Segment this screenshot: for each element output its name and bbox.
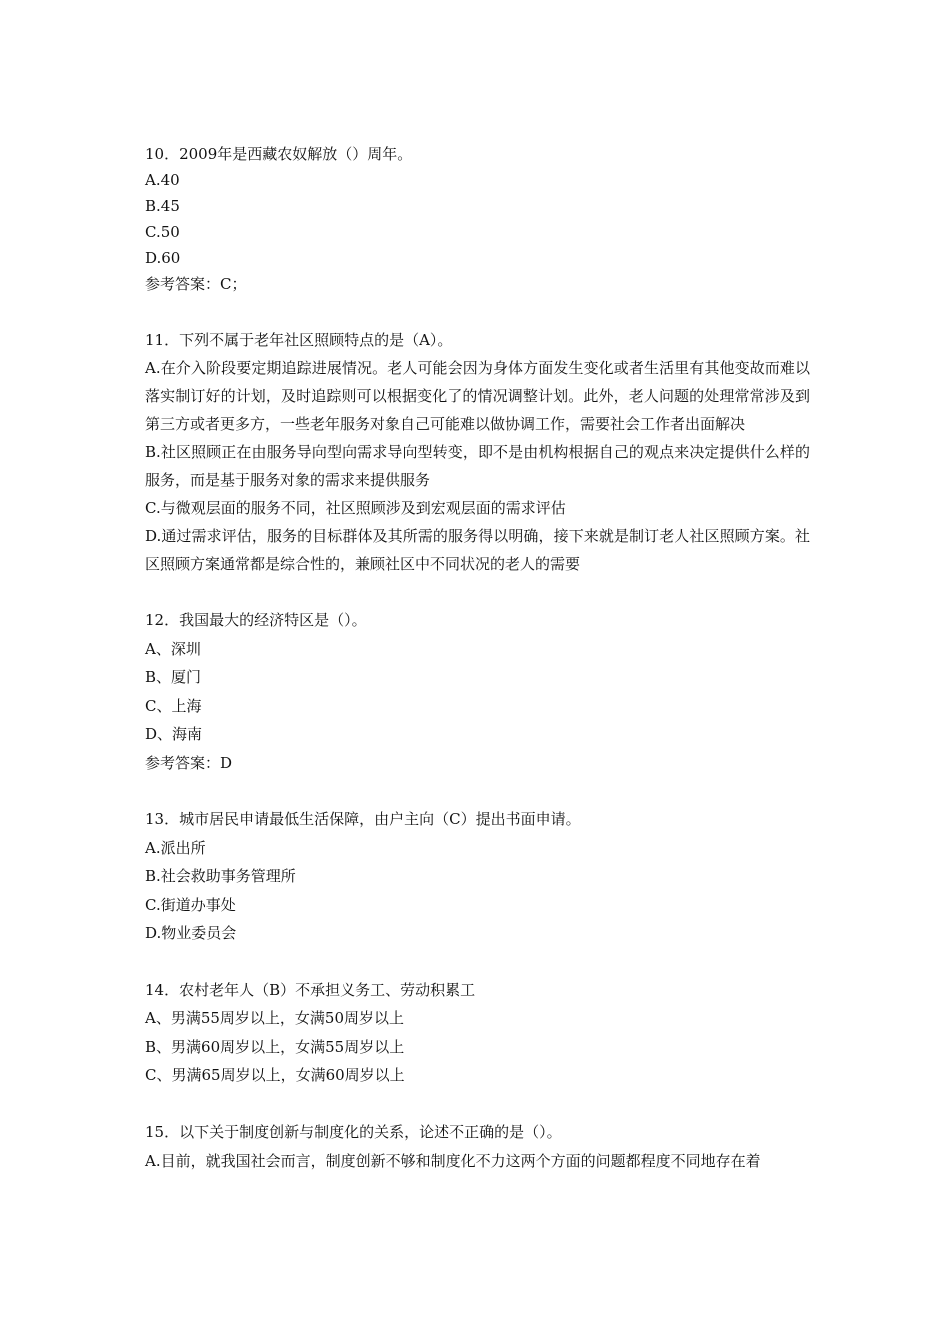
option-c: C、男满65周岁以上，女满60周岁以上 (145, 1066, 405, 1084)
question-stem: 13．城市居民申请最低生活保障，由户主向（C）提出书面申请。 (145, 810, 581, 828)
question-stem: 15．以下关于制度创新与制度化的关系，论述不正确的是（）。 (145, 1122, 562, 1141)
question-stem: 12．我国最大的经济特区是（）。 (145, 611, 367, 629)
question-stem: 14．农村老年人（B）不承担义务工、劳动积累工 (145, 980, 476, 999)
question-stem: 10．2009年是西藏农奴解放（）周年。 (145, 145, 413, 163)
option-c: C、上海 (145, 696, 202, 715)
option-a: A、男满55周岁以上，女满50周岁以上 (145, 1009, 405, 1027)
reference-answer: 参考答案：C； (145, 275, 247, 293)
question-12 (145, 606, 810, 777)
question-11 (145, 326, 810, 578)
option-d: D.物业委员会 (145, 924, 237, 942)
option-a: A.40 (145, 171, 180, 189)
option-b: B.社会救助事务管理所 (145, 867, 296, 885)
question-15 (145, 1118, 810, 1175)
option-c: C.与微观层面的服务不同，社区照顾涉及到宏观层面的需求评估 (145, 499, 566, 517)
question-14 (145, 976, 810, 1090)
option-b: B、厦门 (145, 668, 202, 686)
question-list (145, 141, 810, 1204)
question-13 (145, 805, 810, 948)
option-c: C.50 (145, 223, 180, 241)
option-a: A.在介入阶段要定期追踪进展情况。老人可能会因为身体方面发生变化或者生活里有其他变故而难以落实制订好的计划，及时追踪则可以根据变化了的情况调整计划。此外，老人问题的处理常常涉及到第三方或者更多方，一些老年服务对象自己可能难以做协调工作，需要社会工作者出面解决 (145, 359, 810, 433)
option-b: B.社区照顾正在由服务导向型向需求导向型转变，即不是由机构根据自己的观点来决定提供什么样的服务，而是基于服务对象的需求来提供服务 (145, 443, 810, 489)
option-a: A.目前，就我国社会而言，制度创新不够和制度化不力这两个方面的问题都程度不同地存在着 (145, 1151, 761, 1170)
question-stem: 11．下列不属于老年社区照顾特点的是（A）。 (145, 331, 453, 349)
option-d: D.60 (145, 249, 181, 267)
question-10 (145, 141, 810, 297)
option-a: A、深圳 (145, 639, 201, 658)
option-d: D、海南 (145, 725, 203, 743)
option-a: A.派出所 (145, 838, 206, 857)
option-c: C.街道办事处 (145, 895, 236, 914)
option-d: D.通过需求评估，服务的目标群体及其所需的服务得以明确，接下来就是制订老人社区照顾方案。社区照顾方案通常都是综合性的，兼顾社区中不同状况的老人的需要 (145, 527, 810, 573)
reference-answer: 参考答案：D (145, 753, 233, 772)
option-b: B、男满60周岁以上，女满55周岁以上 (145, 1037, 405, 1056)
option-b: B.45 (145, 197, 180, 215)
